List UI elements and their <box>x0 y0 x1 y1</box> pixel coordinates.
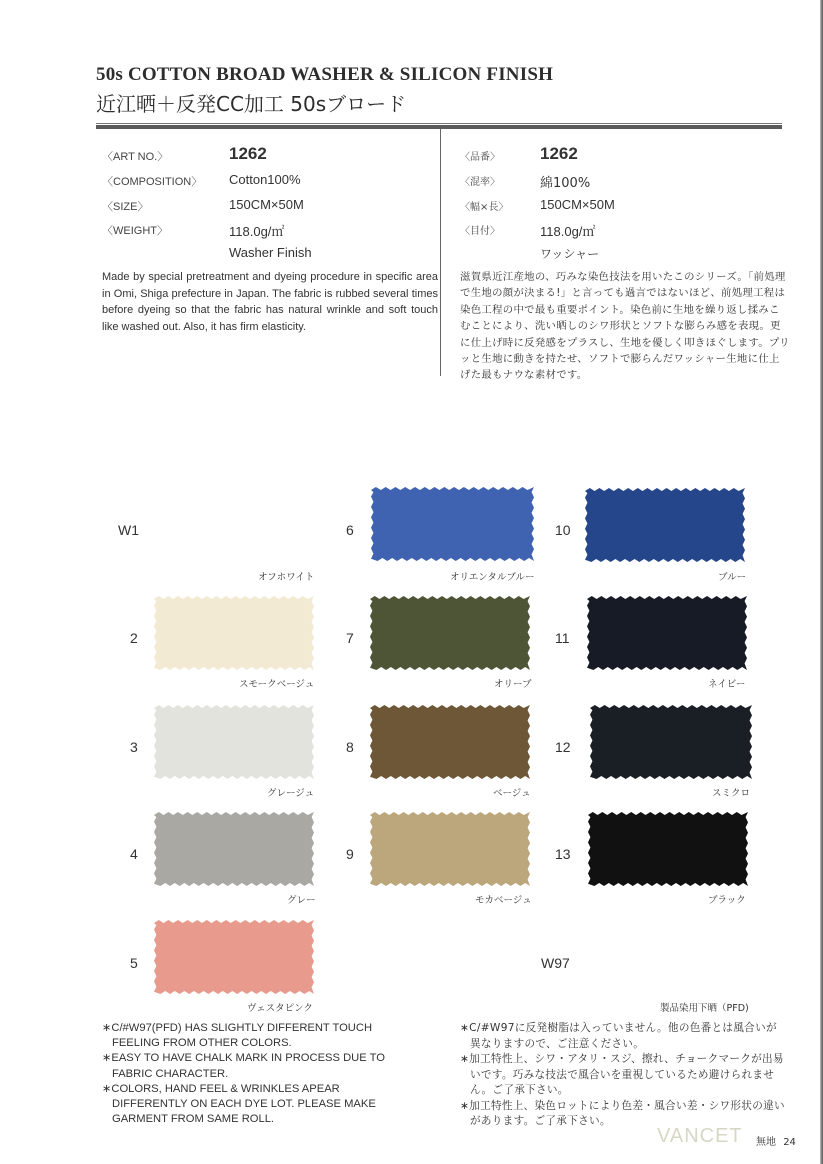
swatch-oriental-blue <box>371 487 534 561</box>
notes-english <box>102 1021 407 1127</box>
description-japanese: 滋賀県近江産地の、巧みな染色技法を用いたこのシリーズ。「前処理で生地の顔が決まる!」と言っても過言ではないほど、前処理工程は染色工程の中で最も重要ポイント。染色前に生地を繰り返し揉みこむことにより、洗い晒しのシワ形状とソフトな膨らみ感を表現。更に仕上げ時に反発感をプラスし、生地を優しく叩きほぐします。プリッと生地に動きを持たせ、ソフトで膨らんだワッシャー生地に仕上げた最もナウな素材です。 <box>460 271 790 382</box>
swatch-olive <box>370 596 530 670</box>
spec-value: Washer Finish <box>229 245 312 260</box>
swatch-greige <box>154 705 314 779</box>
swatch-vesta-pink <box>154 920 314 994</box>
swatch-sumikuro <box>590 705 752 779</box>
swatch-number: 2 <box>130 630 138 646</box>
swatch-number: W97 <box>541 955 570 971</box>
swatch-name: ブルー <box>718 572 747 583</box>
swatch-fill <box>154 705 314 779</box>
spec-label: 〈SIZE〉 <box>102 201 149 213</box>
spec-value: 綿100% <box>540 176 591 191</box>
swatch-fill <box>370 596 530 670</box>
swatch-fill <box>370 812 530 886</box>
spec-label: 〈目付〉 <box>460 226 500 237</box>
swatch-number: 9 <box>346 846 354 862</box>
swatch-number: 12 <box>555 739 571 755</box>
spec-value: ワッシャー <box>540 247 600 261</box>
column-divider <box>440 129 441 376</box>
swatch-name: ベージュ <box>493 788 531 799</box>
swatch-number: 3 <box>130 739 138 755</box>
swatch-name: スミクロ <box>712 788 751 799</box>
swatch-name: ブラック <box>708 895 746 906</box>
swatch-name: オリエンタルブルー <box>450 572 535 583</box>
swatch-name: ネイビー <box>708 679 746 690</box>
swatch-fill <box>154 596 314 670</box>
note-item: ∗C/#W97(PFD) HAS SLIGHTLY DIFFERENT TOUCH FEELING FROM OTHER COLORS. <box>102 1022 373 1050</box>
spec-value: 118.0g/㎡ <box>229 224 285 239</box>
swatch-fill <box>371 487 534 561</box>
swatch-fill <box>585 488 745 562</box>
swatch-name: ヴェスタピンク <box>247 1003 313 1014</box>
note-item: ∗加工特性上、染色ロットにより色差・風合い差・シワ形状の違いがあります。ご了承下さい。 <box>460 1099 785 1127</box>
spec-value: 118.0g/㎡ <box>540 224 596 239</box>
swatch-number: 6 <box>346 522 354 538</box>
description-english: Made by special pretreatment and dyeing procedure in specific area in Omi, Shiga prefecture in Japan. The fabric is rubbed several times before dyeing so that the fabric has natural wrinkle and soft touch like washed out. Also, it has firm elasticity. <box>102 271 438 333</box>
swatch-fill <box>154 812 314 886</box>
header-rule-thick <box>96 125 782 129</box>
swatch-mocha-beige <box>370 812 530 886</box>
swatch-number: 7 <box>346 630 354 646</box>
swatch-number: 13 <box>555 846 571 862</box>
spec-value: 150CM×50M <box>540 197 615 212</box>
spec-label: 〈WEIGHT〉 <box>102 225 168 237</box>
spec-value: 1262 <box>540 144 578 163</box>
swatch-name: オリーブ <box>494 679 532 690</box>
swatch-name: グレー <box>287 895 316 906</box>
notes-japanese <box>460 1021 786 1130</box>
header-rule-thin <box>96 123 782 124</box>
swatch-number: 4 <box>130 846 138 862</box>
swatch-name: スモークベージュ <box>239 679 315 690</box>
swatch-name: モカベージュ <box>475 895 532 906</box>
spec-value: 1262 <box>229 144 267 163</box>
swatch-number: 5 <box>130 955 138 971</box>
swatch-number: 8 <box>346 739 354 755</box>
swatch-name: オフホワイト <box>258 572 315 583</box>
swatch-smoke-beige <box>154 596 314 670</box>
title-english: 50s COTTON BROAD WASHER & SILICON FINISH <box>96 64 554 85</box>
spec-value: Cotton100% <box>229 172 301 187</box>
spec-label: 〈混率〉 <box>460 177 500 188</box>
swatch-blue <box>585 488 745 562</box>
swatch-beige <box>370 705 530 779</box>
swatch-fill <box>370 705 530 779</box>
note-item: ∗EASY TO HAVE CHALK MARK IN PROCESS DUE TO FABRIC CHARACTER. <box>102 1052 385 1080</box>
note-item: ∗COLORS, HAND FEEL & WRINKLES APEAR DIFFERENTLY ON EACH DYE LOT. PLEASE MAKE GARMENT FROM SAME ROLL. <box>102 1082 376 1126</box>
swatch-fill <box>154 920 314 994</box>
note-item: ∗加工特性上、シワ・アタリ・スジ、擦れ、チョークマークが出易いです。巧みな技法で風合いを重視しているため避けられません。ご了承下さい。 <box>460 1053 784 1096</box>
swatch-fill <box>590 705 752 779</box>
swatch-fill <box>588 812 748 886</box>
swatch-name: グレージュ <box>267 788 315 799</box>
swatch-black <box>588 812 748 886</box>
swatch-number: 10 <box>555 522 571 538</box>
swatch-gray <box>154 812 314 886</box>
spec-label: 〈幅×長〉 <box>460 202 509 213</box>
category-label: 無地 <box>756 1137 776 1148</box>
note-item: ∗C/#W97に反発樹脂は入っていません。他の色番とは風合いが異なりますので、ご注意ください。 <box>460 1022 777 1050</box>
spec-label: 〈COMPOSITION〉 <box>102 176 203 188</box>
brand-logo: VANCET <box>657 1125 743 1147</box>
swatch-number: 11 <box>555 630 570 646</box>
spec-value: 150CM×50M <box>229 197 304 212</box>
spec-label: 〈ART NO.〉 <box>102 151 169 163</box>
swatch-name: 製品染用下晒（PFD) <box>660 1003 749 1014</box>
page-footer <box>756 1133 796 1148</box>
swatch-navy <box>587 596 747 670</box>
swatch-fill <box>587 596 747 670</box>
swatch-number: W1 <box>118 522 139 538</box>
title-japanese: 近江晒＋反発CC加工 50sブロード <box>96 92 407 116</box>
spec-label: 〈品番〉 <box>460 152 500 163</box>
page-number: 24 <box>783 1137 796 1148</box>
